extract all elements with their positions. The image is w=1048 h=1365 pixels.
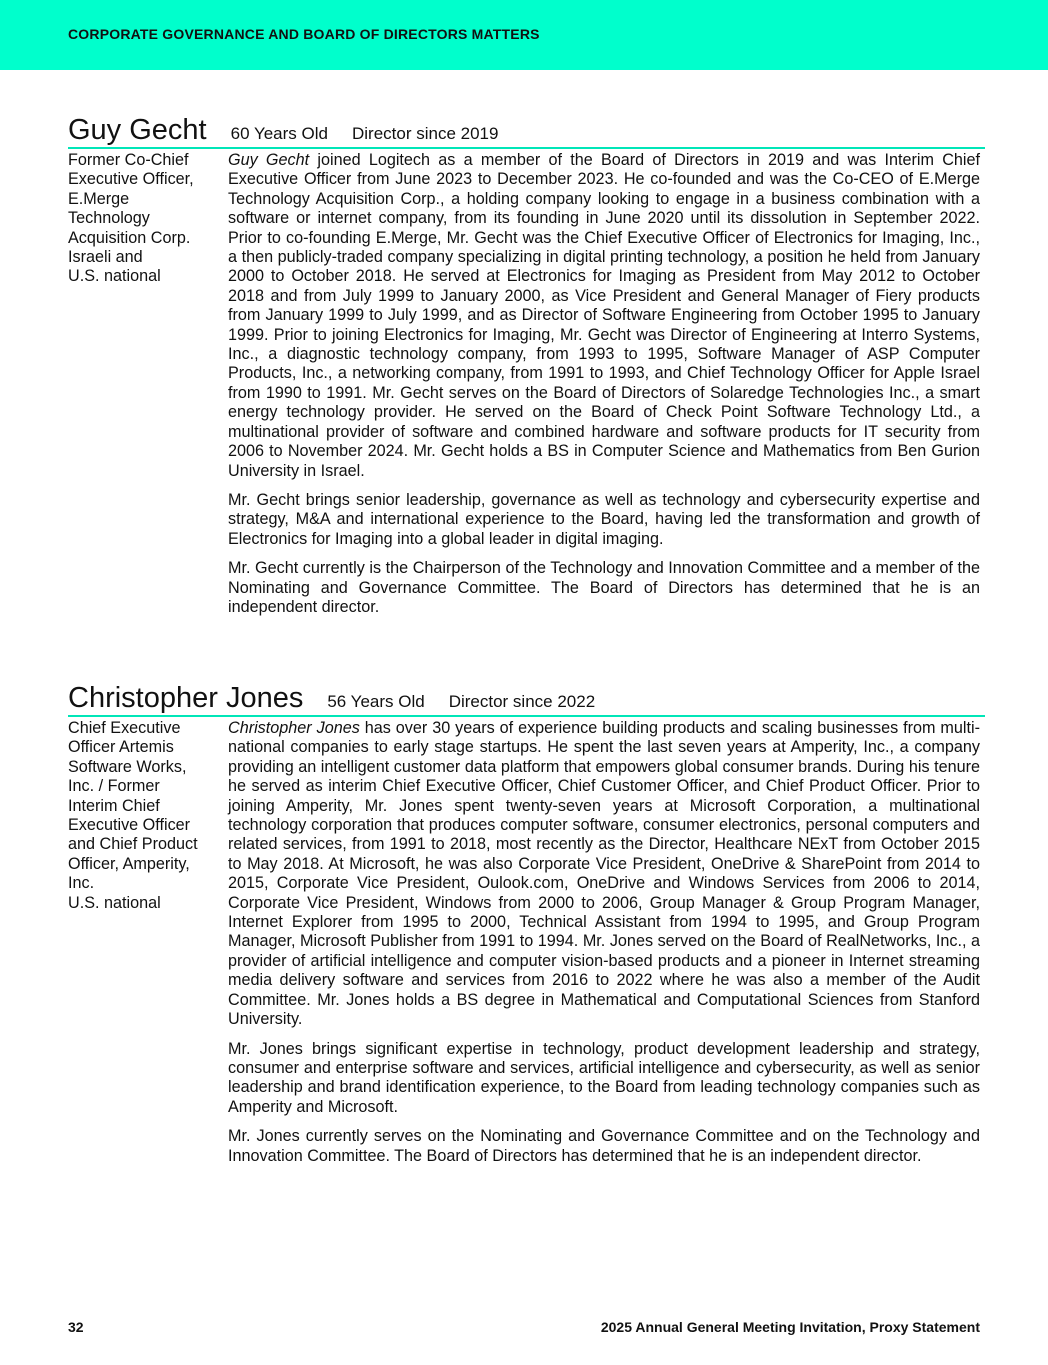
director-summary — [68, 719, 228, 1176]
director-since: Director since 2022 — [448, 692, 596, 711]
director-body — [68, 717, 985, 1176]
summary-line: U.S. national — [68, 893, 161, 912]
bio-paragraph — [228, 151, 980, 481]
summary-line: E.Merge — [68, 189, 130, 208]
summary-line: Former Co-Chief — [68, 151, 189, 169]
summary-line: Officer Artemis — [68, 738, 174, 757]
summary-line: Interim Chief — [68, 796, 160, 815]
summary-line: Executive Officer, — [68, 170, 194, 189]
bio-paragraph: Mr. Gecht brings senior leadership, governance as well as technology and cybersecurity expertise and strategy, M&A and international experience to the Board, having led the transformation and growth of Electronics for Imaging into a global leader in digital imaging. — [228, 490, 980, 548]
director-name: Christopher Jones — [68, 682, 304, 714]
bio-paragraph: Mr. Gecht currently is the Chairperson of the Technology and Innovation Committee and a member of the Nominating and Governance Committee. The Board of Directors has determined that he is an independent director. — [228, 559, 980, 616]
director-profile-guy-gecht — [68, 114, 985, 627]
director-name: Guy Gecht — [68, 114, 207, 146]
director-heading — [68, 682, 985, 717]
director-summary — [68, 151, 228, 627]
bio-paragraph: Mr. Jones brings significant expertise in technology, product development leadership and strategy, consumer and enterprise software and services, artificial intelligence and cybersecurity, as well as senior leadership and brand identification experience, to the Board from leading technology companies such as Amperity and Microsoft. — [228, 1039, 980, 1116]
director-age: 56 Years Old — [327, 692, 425, 711]
director-age: 60 Years Old — [230, 124, 328, 143]
director-biography — [228, 719, 980, 1176]
section-title: CORPORATE GOVERNANCE AND BOARD OF DIRECTORS MATTERS — [68, 26, 540, 42]
bio-paragraph — [228, 719, 980, 1030]
summary-line: Software Works, — [68, 757, 187, 776]
bio-paragraph: Mr. Jones currently serves on the Nominating and Governance Committee and on the Technology and Innovation Committee. The Board of Directors has determined that he is an independent director. — [228, 1127, 980, 1165]
bio-text: joined Logitech as a member of the Board of Directors in 2019 and was Interim Chief Executive Officer from June 2023 to December 2023. He co-founded and was the Co-CEO of E.Merge Technology Acquisition Corp., a holding company looking to engage in a business combination with a software or internet company, from its founding in June 2020 until its dissolution in September 2022. Prior to co-founding E.Merge, Mr. Gecht was the Chief Executive Officer of Electronics for Imaging, Inc., a then publicly-traded company specializing in digital printing technology, a position he held from January 2000 to October 2018. He served at Electronics for Imaging as President from May 2012 to October 2018 and from July 1999 to January 2000, as Vice President and General Manager of Fiery products from January 1999 to July 1999, and as Director of Software Engineering from October 1995 to January 1999. Prior to joining Electronics for Imaging, Mr. Gecht was Director of Engineering at Interro Systems, Inc., a diagnostic technology company, from 1993 to 1995, Software Manager of ASP Computer Products, Inc., a networking company, from 1991 to 1993, and Chief Technology Officer for Apple Israel from 1990 to 1991. Mr. Gecht serves on the Board of Directors of Solaredge Technologies Inc., a smart energy technology provider. He served on the Board of Check Point Software Technology Ltd., a multinational provider of software and combined hardware and software products for IT security from 2006 to November 2024. Mr. Gecht holds a BS in Computer Science and Mathematics from Ben Gurion University in Israel. — [228, 151, 981, 480]
summary-line: and Chief Product — [68, 835, 198, 854]
director-profile-christopher-jones — [68, 682, 985, 1176]
document-title: 2025 Annual General Meeting Invitation, Proxy Statement — [600, 1319, 980, 1335]
bio-lead-name: Christopher Jones — [228, 719, 360, 737]
summary-line: Officer, Amperity, — [68, 854, 190, 873]
summary-line: Inc. — [68, 874, 95, 893]
director-since: Director since 2019 — [351, 124, 499, 143]
header-band — [0, 0, 1048, 70]
director-biography — [228, 151, 980, 627]
summary-line: Israeli and — [68, 248, 143, 267]
summary-line: U.S. national — [68, 267, 161, 286]
summary-line: Acquisition Corp. — [68, 228, 191, 247]
director-heading — [68, 114, 985, 149]
director-body — [68, 149, 985, 627]
bio-lead-name: Guy Gecht — [228, 151, 310, 169]
page-number: 32 — [68, 1319, 84, 1335]
summary-line: Chief Executive — [68, 719, 181, 737]
bio-text: has over 30 years of experience building products and scaling businesses from multi-national companies to early stage startups. He spent the last seven years at Amperity, Inc., a company providing an intelligent customer data platform that empowers global consumer brands. During his tenure he served as interim Chief Executive Officer, Chief Customer Officer, and Chief Product Officer. Prior to joining Amperity, Mr. Jones spent twenty-seven years at Microsoft Corporation, a multinational technology corporation that produces computer software, consumer electronics, personal computers and related services, from 1991 to 2018, most recently as the Director, Healthcare NExT from October 2015 to May 2018. At Microsoft, he was also Corporate Vice President, OneDrive & SharePoint from 2014 to 2015, Corporate Vice President, Oulook.com, OneDrive and Windows Services from 2006 to 2014, Corporate Vice President, Windows from 2000 to 2006, Group Manager & Group Program Manager, Internet Explorer from 1995 to 2000, Technical Assistant from 1994 to 1995, and Group Program Manager, Microsoft Publisher from 1991 to 1994. Mr. Jones served on the Board of RealNetworks, Inc., a provider of artificial intelligence and computer vision-based products and a pioneer in Internet streaming media delivery software and services from 2016 to 2022 where he was also a member of the Audit Committee. Mr. Jones holds a BS degree in Mathematical and Computational Sciences from Stanford University. — [228, 719, 980, 1029]
summary-line: Inc. / Former — [68, 777, 160, 796]
summary-line: Executive Officer — [68, 816, 191, 835]
summary-line: Technology — [68, 209, 150, 228]
